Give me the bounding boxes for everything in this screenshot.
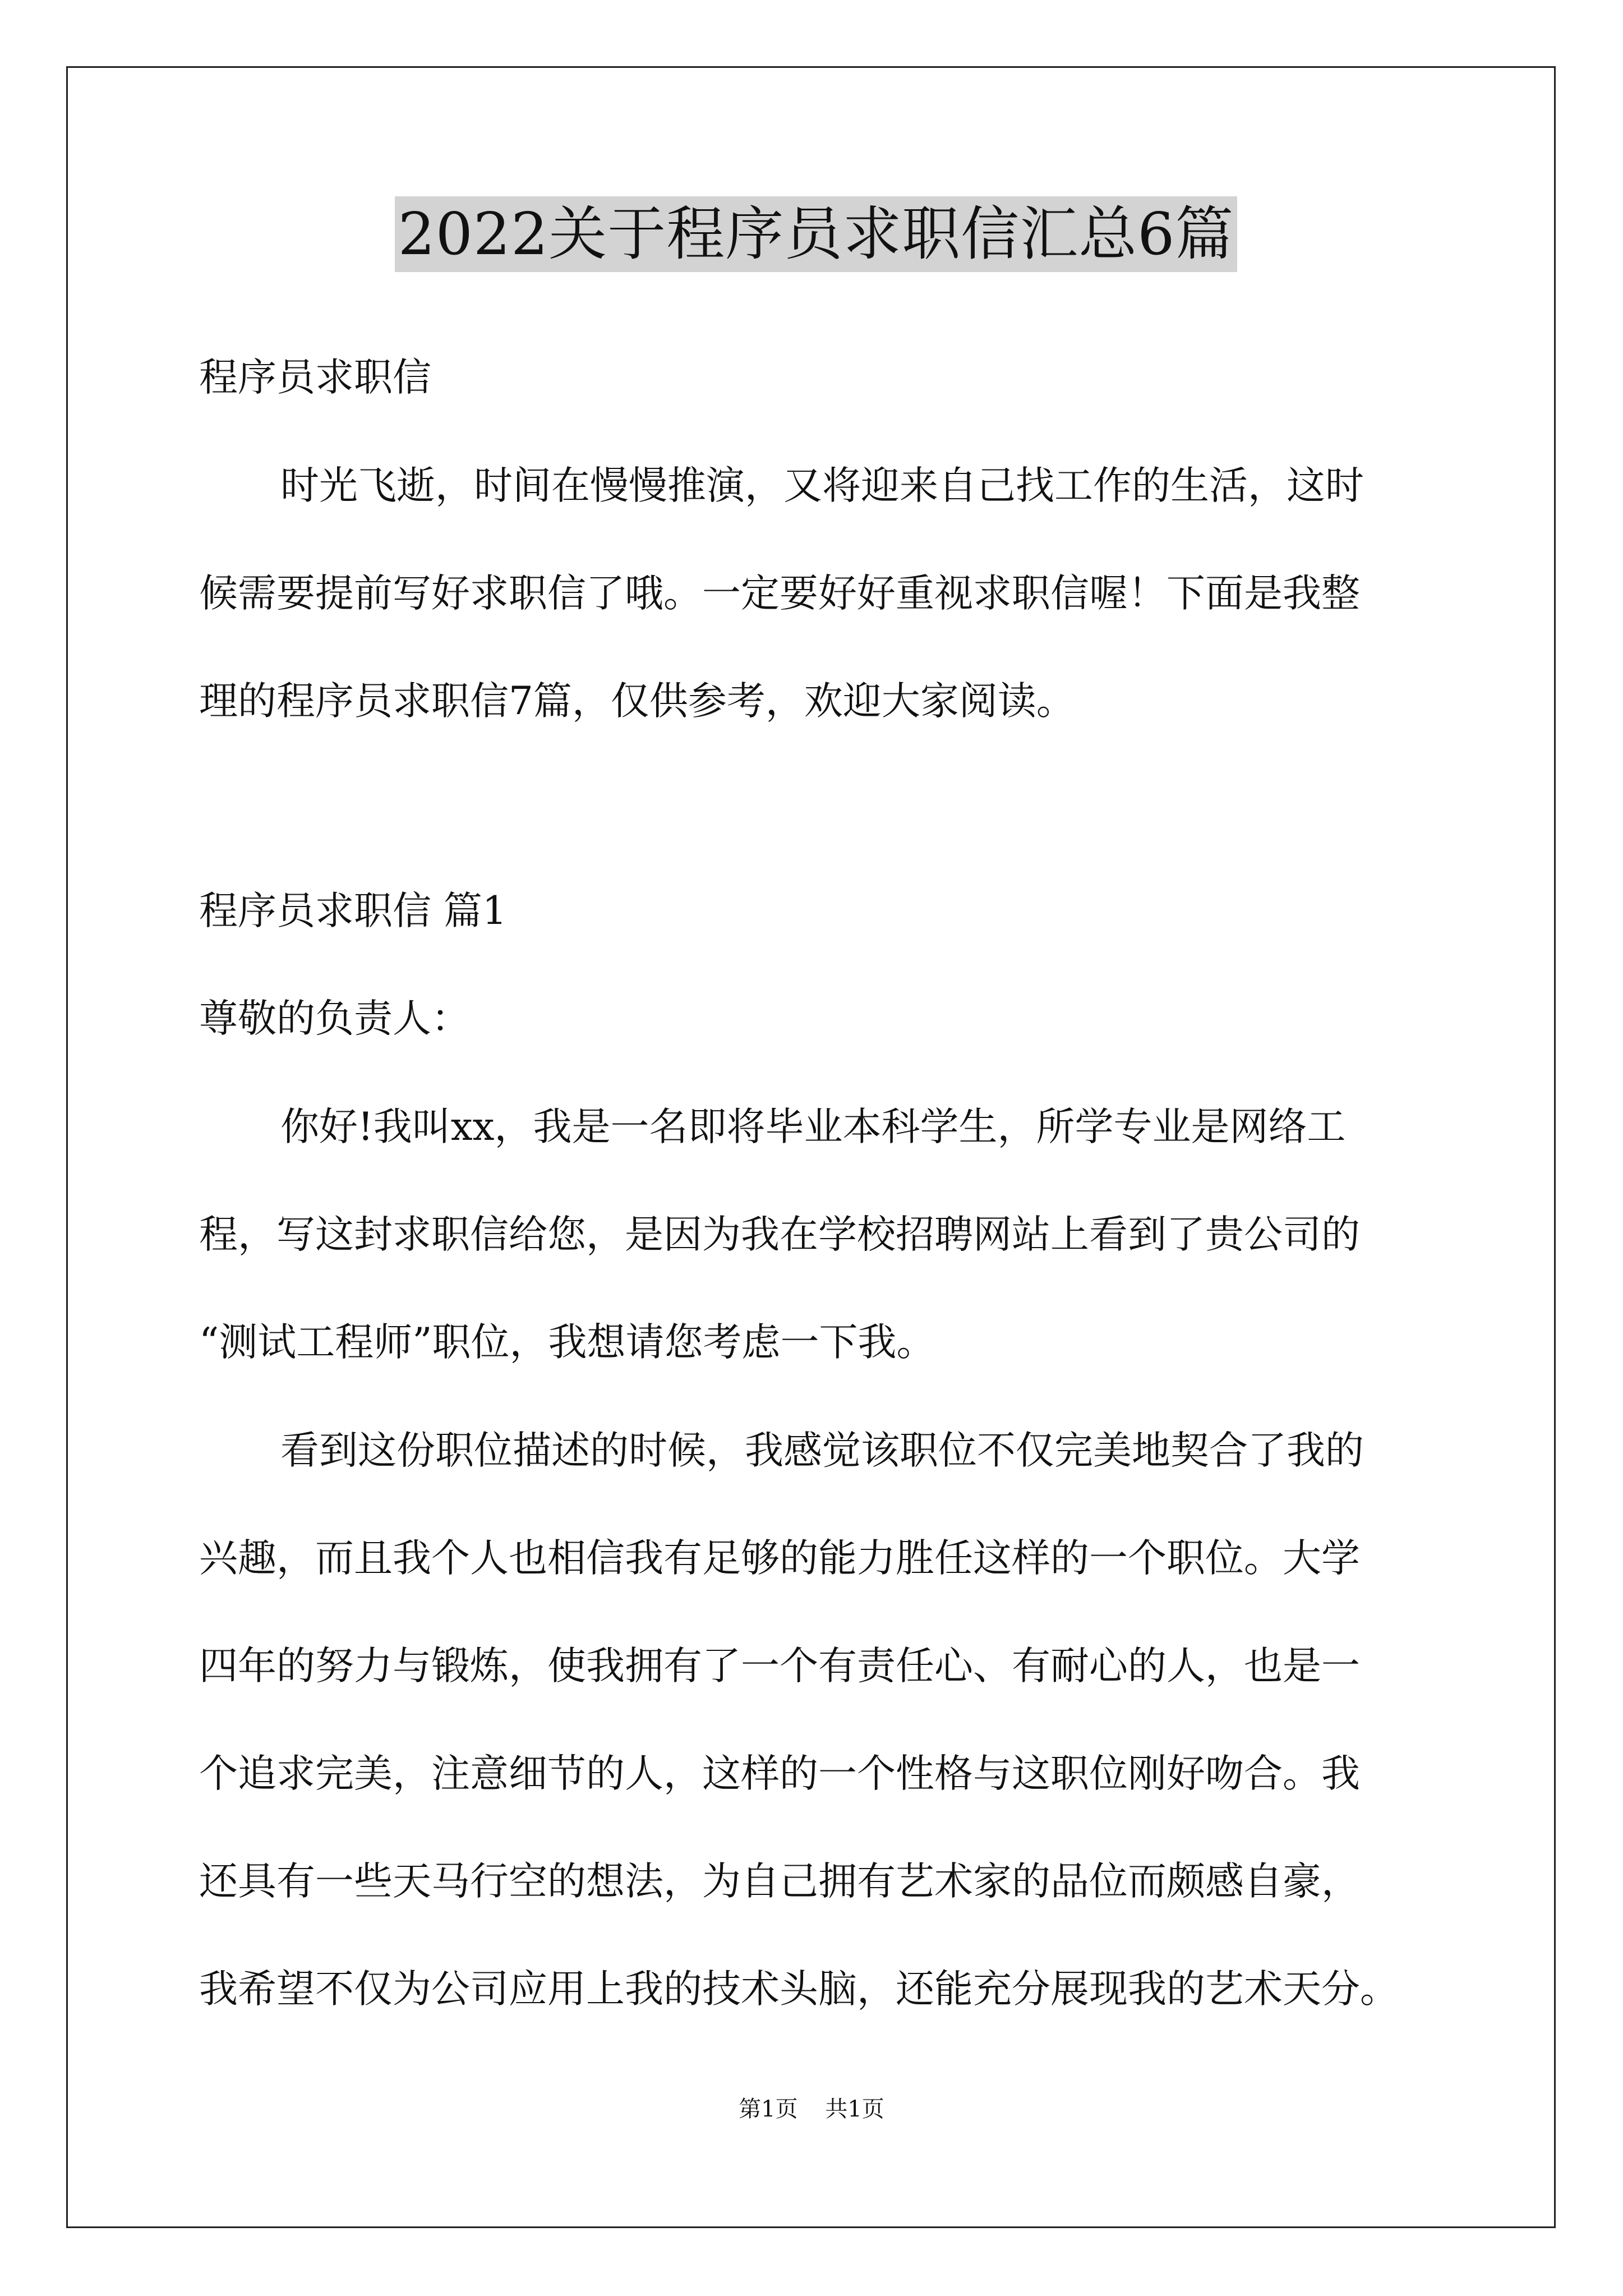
page-footer — [0, 2095, 1623, 2123]
paragraph2-line-1: 看到这份职位描述的时候，我感觉该职位不仅完美地契合了我的 — [280, 1428, 1364, 1473]
paragraph2-line-2: 兴趣，而且我个人也相信我有足够的能力胜任这样的一个职位。大学 — [199, 1536, 1360, 1581]
paragraph2-line-4: 个追求完美，注意细节的人，这样的一个性格与这职位刚好吻合。我 — [199, 1751, 1360, 1796]
paragraph2-line-3: 四年的努力与锻炼，使我拥有了一个有责任心、有耐心的人，也是一 — [199, 1644, 1360, 1688]
salutation: 尊敬的负责人： — [199, 996, 470, 1041]
page-number-total: 共1页 — [825, 2096, 884, 2122]
paragraph2-line-5: 还具有一些天马行空的想法，为自己拥有艺术家的品位而颇感自豪， — [199, 1859, 1360, 1904]
intro-heading: 程序员求职信 — [199, 355, 431, 400]
paragraph1-line-1: 你好!我叫xx，我是一名即将毕业本科学生，所学专业是网络工 — [280, 1105, 1346, 1149]
paragraph1-line-2: 程，写这封求职信给您，是因为我在学校招聘网站上看到了贵公司的 — [199, 1212, 1360, 1257]
paragraph2-line-6: 我希望不仅为公司应用上我的技术头脑，还能充分展现我的艺术天分。 — [199, 1967, 1399, 2012]
section-heading: 程序员求职信 篇1 — [199, 889, 507, 933]
intro-line-2: 候需要提前写好求职信了哦。一定要好好重视求职信喔！下面是我整 — [199, 571, 1360, 616]
document-title: 2022关于程序员求职信汇总6篇 — [395, 196, 1238, 272]
page-number-current: 第1页 — [739, 2096, 798, 2122]
paragraph1-line-3: “测试工程师”职位，我想请您考虑一下我。 — [199, 1320, 935, 1365]
intro-line-3: 理的程序员求职信7篇，仅供参考，欢迎大家阅读。 — [199, 679, 1075, 724]
title-container — [199, 196, 1433, 272]
intro-line-1: 时光飞逝，时间在慢慢推演，又将迎来自己找工作的生活，这时 — [280, 463, 1364, 508]
